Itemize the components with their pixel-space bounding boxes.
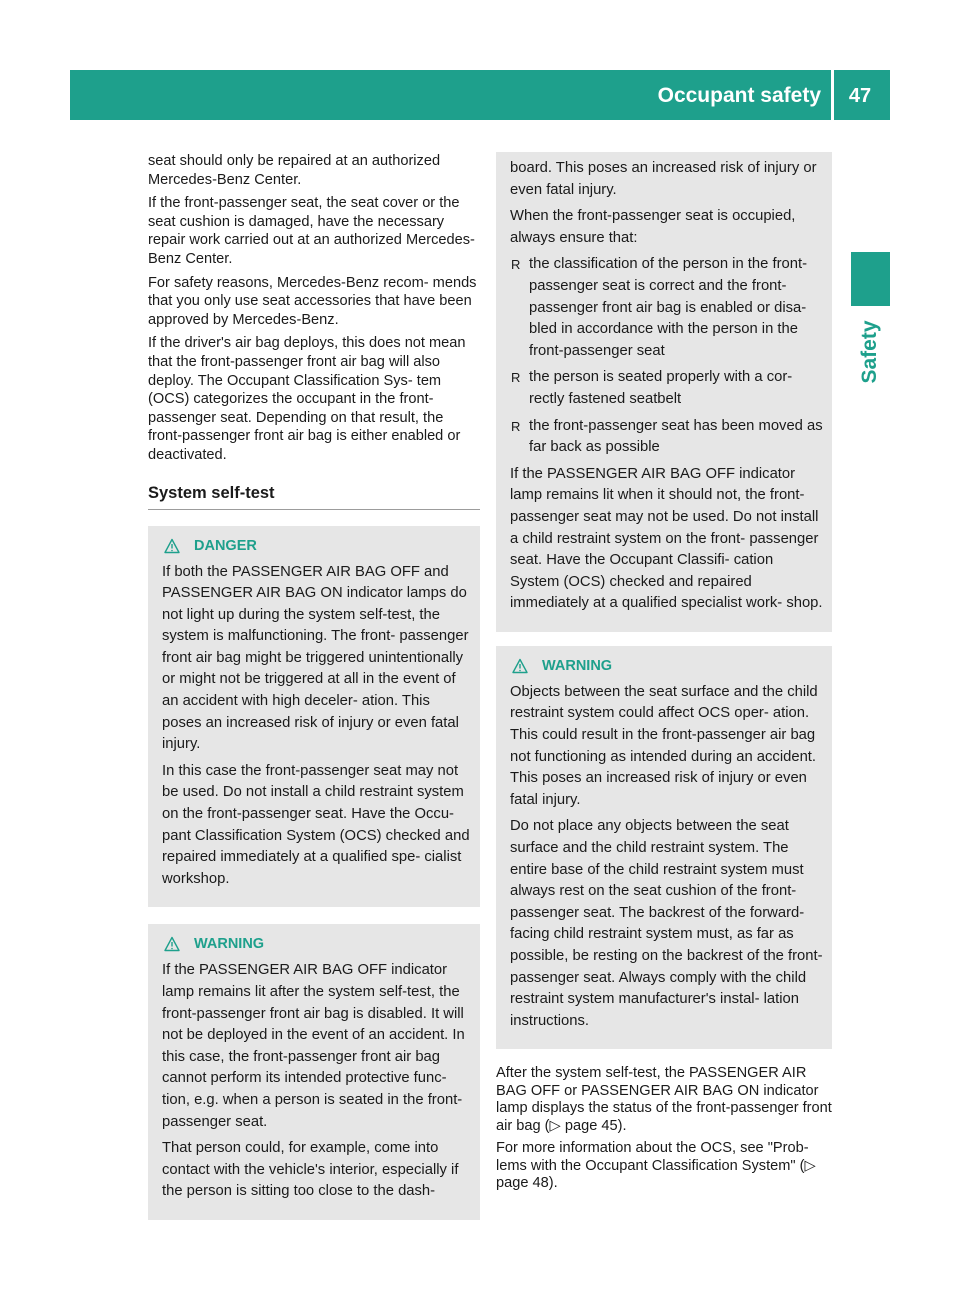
bullet-item [510, 367, 824, 410]
warning-title: WARNING [194, 936, 265, 953]
side-tab-marker [851, 252, 890, 306]
paragraph [496, 1065, 832, 1135]
warning-header [510, 656, 824, 676]
warning-paragraph: If the PASSENGER AIR BAG OFF indicator lamp remains lit after the system self-test, the front-passenger front air bag is disabled. It will not be deployed in the event of an accident. In this case, the front-passenger front air bag cannot perform its intended protective func- tion, e.g. when a person is seated in the front- passenger seat. [162, 962, 465, 1130]
bullet-text: the classification of the person in the front- passenger seat is correct and the front- passenger front air bag is enabled or disa- bled in accordance with the person in the front-passenger seat [529, 256, 808, 359]
danger-paragraph: If the PASSENGER AIR BAG OFF indicator lamp remains lit when it should not, the front- passenger seat may not be used. Do not install a child restraint system on the front- passenger seat. Have the Occupant Classifi- cation System (OCS) checked and repaired immediately at a qualified specialist work- shop. [510, 465, 823, 612]
bullet-text: the person is seated properly with a cor- rectly fastened seatbelt [529, 369, 793, 407]
page-ref-link[interactable]: page 45 [564, 1117, 618, 1134]
warning-paragraph: That person could, for example, come into contact with the vehicle's interior, especially if the person is sitting too close to the dash- [162, 1140, 459, 1200]
warning-triangle-icon [164, 538, 180, 554]
danger-paragraph: If both the PASSENGER AIR BAG OFF and PASSENGER AIR BAG ON indicator lamps do not light up during the system self-test, the system is malfunctioning. The front- passenger front air bag might be triggered unintentionally or might not be triggered at all in the event of an accident with high deceler- ation. This poses an increased risk of injury or even fatal injury. [162, 563, 469, 753]
side-tab-label [845, 312, 895, 392]
bullet-mark: R [511, 257, 521, 273]
paragraph: If the driver's air bag deploys, this does not mean that the front-passenger front air bag will also deploy. The Occupant Classification Sys- tem (OCS) categorizes the occupant in the front- passenger seat. Depending on that result, the front-passenger front air bag is either enabled or deactivated. [148, 335, 466, 463]
warning-box [148, 924, 480, 1220]
page-ref-link[interactable]: page 48 [496, 1175, 549, 1192]
warning-header [162, 934, 472, 954]
paragraph: For safety reasons, Mercedes-Benz recom- mends that you only use seat accessories that have been approved by Mercedes-Benz. [148, 274, 477, 328]
section-heading: System self-test [148, 483, 480, 510]
danger-paragraph: In this case the front-passenger seat may not be used. Do not install a child restraint system on the front-passenger seat. Have the Occu- pant Classification System (OCS) checked and repaired immediately at a qualified spe- cialist workshop. [162, 762, 470, 887]
paragraph-text: For more information about the OCS, see "Prob- lems with the Occupant Classification System" ( [496, 1140, 809, 1174]
danger-header [162, 536, 472, 556]
paragraph-text: ). [617, 1117, 627, 1134]
warning-box [496, 646, 832, 1050]
bullet-item [510, 416, 824, 459]
warning-title: WARNING [542, 657, 613, 674]
paragraph: seat should only be repaired at an authorized Mercedes-Benz Center. [148, 153, 441, 188]
left-column [148, 152, 480, 1220]
right-column [496, 152, 832, 1198]
side-tab-text: Safety [858, 320, 881, 384]
danger-title: DANGER [194, 537, 257, 554]
paragraph: If the front-passenger seat, the seat cover or the seat cushion is damaged, have the necessary repair work carried out at an authorized Mercedes-Benz Center. [148, 195, 475, 267]
bullet-mark: R [511, 370, 521, 386]
bullet-text: the front-passenger seat has been moved as far back as possible [529, 417, 823, 456]
page-ref-arrow-icon: ▷ [549, 1117, 561, 1134]
bullet-item [510, 254, 824, 362]
paragraph [496, 1140, 832, 1193]
warning-triangle-icon [164, 936, 180, 952]
page-ref-arrow-icon: ▷ [804, 1157, 816, 1174]
page-title: Occupant safety [657, 84, 821, 107]
header-divider [831, 70, 834, 120]
danger-paragraph: When the front-passenger seat is occupied, always ensure that: [510, 208, 796, 246]
warning-paragraph: Objects between the seat surface and the child restraint system could affect OCS oper- ation. This could result in the front-passenger air bag not functioning as intended during an accident. This poses an increased risk of injury or even fatal injury. [510, 683, 818, 808]
bullet-mark: R [511, 418, 521, 434]
paragraph-text: ). [548, 1175, 558, 1192]
warning-paragraph: Do not place any objects between the seat surface and the child restraint system. The entire base of the child restraint system must always rest on the seat cushion of the front- passenger seat. The backrest of the forward- facing child restraint system must, as far as possible, be resting on the backrest of the front-passenger seat. Always comply with the child restraint system manufacturer's instal- lation instructions. [510, 818, 823, 1029]
danger-box-continued [496, 152, 832, 632]
page-number: 47 [848, 85, 872, 107]
paragraph-text: After the system self-test, the PASSENGER AIR BAG OFF or PASSENGER AIR BAG ON indicator lamp displays the status of the front-passenger front air bag ( [496, 1065, 832, 1134]
danger-paragraph: board. This poses an increased risk of injury or even fatal injury. [510, 160, 817, 198]
after-section [496, 1065, 832, 1193]
danger-box [148, 526, 480, 908]
warning-triangle-icon [512, 658, 528, 674]
